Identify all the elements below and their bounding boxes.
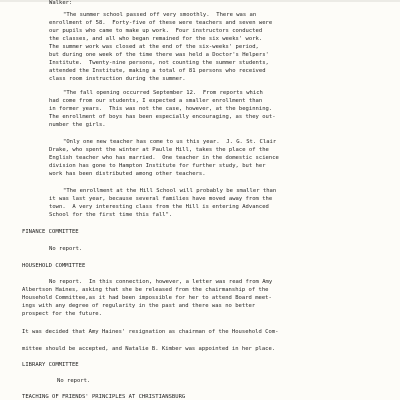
finance-report: No report. bbox=[49, 246, 83, 252]
text-line: "Only one new teacher has come to us this year. J. G. St. Clair bbox=[63, 139, 277, 145]
text-line: attended the Institute, making a total of 81 persons who received bbox=[49, 68, 266, 74]
finance-committee-heading: FINANCE COMMITTEE bbox=[22, 229, 79, 235]
library-committee-heading: LIBRARY COMMITTEE bbox=[22, 362, 79, 368]
text-line: School for the first time this fall". bbox=[49, 212, 173, 218]
text-line: in former years. This was not the case, however, at the beginning. bbox=[49, 106, 273, 112]
text-line: the classes, and all who began remained for the six weeks' work. bbox=[49, 36, 263, 42]
text-line: town. A very interesting class from the Hill is entering Advanced bbox=[49, 204, 269, 210]
text-line: English teacher who has married. One teacher in the domestic science bbox=[49, 155, 279, 161]
text-line: Institute. Twenty-nine persons, not counting the summer students, bbox=[49, 60, 269, 66]
text-line: No report. In this connection, however, a letter was read from Amy bbox=[49, 279, 273, 285]
text-line: it was last year, because several families have moved away from the bbox=[49, 196, 273, 202]
household-committee-heading: HOUSEHOLD COMMITTEE bbox=[22, 263, 86, 269]
text-line: class room instruction during the summer. bbox=[49, 76, 186, 82]
text-line: prospect for the future. bbox=[22, 311, 102, 317]
text-line: "The fall opening occurred September 12. From reports which bbox=[63, 90, 263, 96]
text-line: Household Committee,as it had been impossible for her to attend Board meet- bbox=[22, 295, 272, 301]
teaching-friends-principles-heading: TEACHING OF FRIENDS' PRINCIPLES AT CHRISTIANSBURG bbox=[22, 394, 186, 400]
text-line: ings with any degree of regularity in the past and there was no better bbox=[22, 303, 256, 309]
text-line: but during one week of the time there was held a Doctor's Helpers' bbox=[49, 52, 269, 58]
text-line: enrollment of 58. Forty-five of these were teachers and seven were bbox=[49, 20, 273, 26]
top-fragment: Walker: bbox=[49, 0, 73, 6]
library-report: No report. bbox=[57, 378, 91, 384]
text-line: had come from our students, I expected a smaller enrollment than bbox=[49, 98, 263, 104]
text-line: Albertson Haines, asking that she be released from the chairmanship of the bbox=[22, 287, 269, 293]
text-line: mittee should be accepted, and Natalie B. Kimber was appointed in her place. bbox=[22, 346, 276, 352]
text-line: The summer work was closed at the end of the six-weeks' period, bbox=[49, 44, 259, 50]
text-line: "The summer school passed off very smoothly. There was an bbox=[63, 12, 257, 18]
text-line: division has gone to Hampton Institute for further study, but her bbox=[49, 163, 266, 169]
text-line: work has been distributed among other teachers. bbox=[49, 171, 206, 177]
text-line: "The enrollment at the Hill School will probably be smaller than bbox=[63, 188, 277, 194]
text-line: The enrollment of boys has been especially encouraging, as they out- bbox=[49, 114, 276, 120]
text-line: Drake, who spent the winter at Paulle Hill, takes the place of the bbox=[49, 147, 269, 153]
text-line: It was decided that Amy Haines' resignation as chairman of the Household Com- bbox=[22, 329, 279, 335]
text-line: number the girls. bbox=[49, 122, 106, 128]
text-line: our pupils who came to make up work. Four instructors conducted bbox=[49, 28, 263, 34]
